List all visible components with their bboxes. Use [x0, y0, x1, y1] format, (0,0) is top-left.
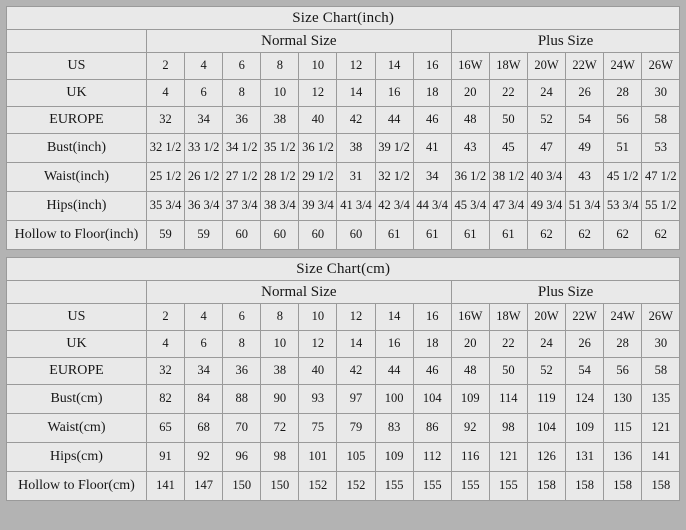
measurement-cell: 28 1/2: [261, 163, 299, 192]
measurement-cell: 6: [223, 53, 261, 80]
measurement-cell: 35 1/2: [261, 134, 299, 163]
size-group-header: Plus Size: [451, 281, 680, 304]
measurement-cell: 43: [451, 134, 489, 163]
measurement-cell: 10: [299, 53, 337, 80]
measurement-cell: 104: [413, 385, 451, 414]
measurement-cell: 45: [489, 134, 527, 163]
measurement-cell: 131: [566, 443, 604, 472]
measurement-cell: 41 3/4: [337, 192, 375, 221]
measurement-cell: 119: [527, 385, 565, 414]
measurement-cell: 8: [223, 331, 261, 358]
measurement-cell: 20: [451, 331, 489, 358]
measurement-cell: 10: [261, 331, 299, 358]
measurement-cell: 12: [299, 80, 337, 107]
measurement-cell: 52: [527, 358, 565, 385]
measurement-cell: 38: [261, 107, 299, 134]
measurement-cell: 75: [299, 414, 337, 443]
measurement-cell: 109: [451, 385, 489, 414]
measurement-cell: 47: [527, 134, 565, 163]
measurement-cell: 141: [147, 472, 185, 501]
measurement-cell: 79: [337, 414, 375, 443]
measurement-cell: 42 3/4: [375, 192, 413, 221]
measurement-cell: 41: [413, 134, 451, 163]
measurement-cell: 88: [223, 385, 261, 414]
measurement-cell: 46: [413, 107, 451, 134]
measurement-cell: 28: [604, 331, 642, 358]
row-label: Bust(inch): [7, 134, 147, 163]
measurement-cell: 20: [451, 80, 489, 107]
measurement-cell: 65: [147, 414, 185, 443]
measurement-cell: 2: [147, 304, 185, 331]
measurement-cell: 36 3/4: [185, 192, 223, 221]
measurement-cell: 28: [604, 80, 642, 107]
measurement-cell: 60: [223, 221, 261, 250]
measurement-cell: 34 1/2: [223, 134, 261, 163]
row-label: UK: [7, 331, 147, 358]
measurement-cell: 36 1/2: [299, 134, 337, 163]
measurement-cell: 59: [185, 221, 223, 250]
measurement-cell: 24W: [604, 53, 642, 80]
measurement-cell: 51: [604, 134, 642, 163]
measurement-cell: 22: [489, 80, 527, 107]
measurement-cell: 158: [527, 472, 565, 501]
measurement-cell: 22W: [566, 53, 604, 80]
row-label: US: [7, 53, 147, 80]
measurement-cell: 49 3/4: [527, 192, 565, 221]
measurement-cell: 96: [223, 443, 261, 472]
measurement-cell: 20W: [527, 304, 565, 331]
table-row: [7, 221, 680, 250]
measurement-cell: 44: [375, 358, 413, 385]
row-label: Waist(cm): [7, 414, 147, 443]
measurement-cell: 26 1/2: [185, 163, 223, 192]
measurement-cell: 42: [337, 358, 375, 385]
measurement-cell: 51 3/4: [566, 192, 604, 221]
measurement-cell: 68: [185, 414, 223, 443]
measurement-cell: 155: [413, 472, 451, 501]
table-row: [7, 80, 680, 107]
measurement-cell: 101: [299, 443, 337, 472]
measurement-cell: 44: [375, 107, 413, 134]
measurement-cell: 34: [185, 107, 223, 134]
measurement-cell: 25 1/2: [147, 163, 185, 192]
size-group-row: [7, 30, 680, 53]
measurement-cell: 16: [413, 304, 451, 331]
measurement-cell: 22W: [566, 304, 604, 331]
measurement-cell: 4: [185, 53, 223, 80]
measurement-cell: 116: [451, 443, 489, 472]
measurement-cell: 105: [337, 443, 375, 472]
measurement-cell: 46: [413, 358, 451, 385]
measurement-cell: 20W: [527, 53, 565, 80]
measurement-cell: 40: [299, 358, 337, 385]
measurement-cell: 14: [337, 80, 375, 107]
measurement-cell: 12: [337, 53, 375, 80]
measurement-cell: 61: [489, 221, 527, 250]
measurement-cell: 16: [375, 80, 413, 107]
measurement-cell: 8: [261, 304, 299, 331]
corner-blank-cell: [7, 281, 147, 304]
measurement-cell: 84: [185, 385, 223, 414]
measurement-cell: 29 1/2: [299, 163, 337, 192]
measurement-cell: 31: [337, 163, 375, 192]
chart-title: Size Chart(inch): [7, 7, 680, 30]
measurement-cell: 8: [261, 53, 299, 80]
measurement-cell: 30: [642, 331, 680, 358]
measurement-cell: 147: [185, 472, 223, 501]
measurement-cell: 60: [337, 221, 375, 250]
measurement-cell: 12: [299, 331, 337, 358]
measurement-cell: 24: [527, 80, 565, 107]
measurement-cell: 38 1/2: [489, 163, 527, 192]
measurement-cell: 48: [451, 107, 489, 134]
measurement-cell: 158: [604, 472, 642, 501]
table-row: [7, 472, 680, 501]
size-group-header: Normal Size: [147, 30, 452, 53]
measurement-cell: 37 3/4: [223, 192, 261, 221]
measurement-cell: 16W: [451, 53, 489, 80]
measurement-cell: 36 1/2: [451, 163, 489, 192]
measurement-cell: 58: [642, 358, 680, 385]
measurement-cell: 135: [642, 385, 680, 414]
measurement-cell: 14: [375, 53, 413, 80]
size-group-header: Plus Size: [451, 30, 680, 53]
measurement-cell: 2: [147, 53, 185, 80]
measurement-cell: 62: [642, 221, 680, 250]
measurement-cell: 4: [147, 331, 185, 358]
chart-title-row: [7, 258, 680, 281]
size-group-header: Normal Size: [147, 281, 452, 304]
measurement-cell: 16: [413, 53, 451, 80]
measurement-cell: 70: [223, 414, 261, 443]
measurement-cell: 45 1/2: [604, 163, 642, 192]
measurement-cell: 155: [375, 472, 413, 501]
measurement-cell: 130: [604, 385, 642, 414]
measurement-cell: 126: [527, 443, 565, 472]
measurement-cell: 26: [566, 331, 604, 358]
measurement-cell: 32 1/2: [375, 163, 413, 192]
measurement-cell: 32 1/2: [147, 134, 185, 163]
measurement-cell: 121: [642, 414, 680, 443]
measurement-cell: 56: [604, 358, 642, 385]
measurement-cell: 35 3/4: [147, 192, 185, 221]
measurement-cell: 59: [147, 221, 185, 250]
measurement-cell: 38 3/4: [261, 192, 299, 221]
measurement-cell: 158: [642, 472, 680, 501]
measurement-cell: 32: [147, 107, 185, 134]
measurement-cell: 40: [299, 107, 337, 134]
chart-title: Size Chart(cm): [7, 258, 680, 281]
measurement-cell: 47 3/4: [489, 192, 527, 221]
measurement-cell: 97: [337, 385, 375, 414]
measurement-cell: 50: [489, 107, 527, 134]
measurement-cell: 8: [223, 80, 261, 107]
row-label: Hollow to Floor(inch): [7, 221, 147, 250]
table-row: [7, 443, 680, 472]
measurement-cell: 53 3/4: [604, 192, 642, 221]
measurement-cell: 82: [147, 385, 185, 414]
measurement-cell: 141: [642, 443, 680, 472]
measurement-cell: 58: [642, 107, 680, 134]
measurement-cell: 56: [604, 107, 642, 134]
measurement-cell: 90: [261, 385, 299, 414]
row-label: Hollow to Floor(cm): [7, 472, 147, 501]
measurement-cell: 49: [566, 134, 604, 163]
measurement-cell: 150: [223, 472, 261, 501]
measurement-cell: 50: [489, 358, 527, 385]
measurement-cell: 14: [375, 304, 413, 331]
size-chart-inch-table: [6, 6, 680, 250]
measurement-cell: 158: [566, 472, 604, 501]
measurement-cell: 60: [299, 221, 337, 250]
measurement-cell: 115: [604, 414, 642, 443]
table-row: [7, 107, 680, 134]
measurement-cell: 62: [604, 221, 642, 250]
table-row: [7, 304, 680, 331]
table-row: [7, 414, 680, 443]
measurement-cell: 38: [261, 358, 299, 385]
measurement-cell: 40 3/4: [527, 163, 565, 192]
measurement-cell: 83: [375, 414, 413, 443]
measurement-cell: 100: [375, 385, 413, 414]
measurement-cell: 52: [527, 107, 565, 134]
row-label: US: [7, 304, 147, 331]
measurement-cell: 30: [642, 80, 680, 107]
measurement-cell: 104: [527, 414, 565, 443]
table-row: [7, 358, 680, 385]
measurement-cell: 12: [337, 304, 375, 331]
chart-title-row: [7, 7, 680, 30]
measurement-cell: 32: [147, 358, 185, 385]
measurement-cell: 34: [413, 163, 451, 192]
measurement-cell: 24: [527, 331, 565, 358]
table-row: [7, 53, 680, 80]
measurement-cell: 42: [337, 107, 375, 134]
measurement-cell: 26W: [642, 53, 680, 80]
measurement-cell: 54: [566, 107, 604, 134]
measurement-cell: 16W: [451, 304, 489, 331]
measurement-cell: 6: [223, 304, 261, 331]
measurement-cell: 61: [375, 221, 413, 250]
measurement-cell: 38: [337, 134, 375, 163]
table-row: [7, 192, 680, 221]
table-row: [7, 385, 680, 414]
measurement-cell: 54: [566, 358, 604, 385]
row-label: EUROPE: [7, 107, 147, 134]
measurement-cell: 45 3/4: [451, 192, 489, 221]
measurement-cell: 4: [147, 80, 185, 107]
measurement-cell: 33 1/2: [185, 134, 223, 163]
measurement-cell: 109: [375, 443, 413, 472]
measurement-cell: 18W: [489, 53, 527, 80]
measurement-cell: 91: [147, 443, 185, 472]
measurement-cell: 22: [489, 331, 527, 358]
measurement-cell: 98: [489, 414, 527, 443]
measurement-cell: 48: [451, 358, 489, 385]
measurement-cell: 55 1/2: [642, 192, 680, 221]
measurement-cell: 18: [413, 331, 451, 358]
measurement-cell: 152: [299, 472, 337, 501]
measurement-cell: 39 1/2: [375, 134, 413, 163]
measurement-cell: 86: [413, 414, 451, 443]
measurement-cell: 136: [604, 443, 642, 472]
measurement-cell: 26: [566, 80, 604, 107]
measurement-cell: 26W: [642, 304, 680, 331]
measurement-cell: 155: [451, 472, 489, 501]
measurement-cell: 44 3/4: [413, 192, 451, 221]
measurement-cell: 150: [261, 472, 299, 501]
measurement-cell: 39 3/4: [299, 192, 337, 221]
measurement-cell: 93: [299, 385, 337, 414]
measurement-cell: 72: [261, 414, 299, 443]
measurement-cell: 92: [185, 443, 223, 472]
measurement-cell: 43: [566, 163, 604, 192]
measurement-cell: 36: [223, 358, 261, 385]
measurement-cell: 10: [261, 80, 299, 107]
row-label: Hips(cm): [7, 443, 147, 472]
row-label: Hips(inch): [7, 192, 147, 221]
measurement-cell: 27 1/2: [223, 163, 261, 192]
measurement-cell: 16: [375, 331, 413, 358]
measurement-cell: 114: [489, 385, 527, 414]
size-chart-cm-table: [6, 257, 680, 501]
measurement-cell: 6: [185, 80, 223, 107]
size-group-row: [7, 281, 680, 304]
corner-blank-cell: [7, 30, 147, 53]
measurement-cell: 6: [185, 331, 223, 358]
measurement-cell: 109: [566, 414, 604, 443]
measurement-cell: 18: [413, 80, 451, 107]
measurement-cell: 62: [527, 221, 565, 250]
measurement-cell: 10: [299, 304, 337, 331]
measurement-cell: 98: [261, 443, 299, 472]
measurement-cell: 155: [489, 472, 527, 501]
measurement-cell: 36: [223, 107, 261, 134]
measurement-cell: 112: [413, 443, 451, 472]
measurement-cell: 14: [337, 331, 375, 358]
table-row: [7, 134, 680, 163]
measurement-cell: 18W: [489, 304, 527, 331]
measurement-cell: 60: [261, 221, 299, 250]
row-label: EUROPE: [7, 358, 147, 385]
measurement-cell: 47 1/2: [642, 163, 680, 192]
row-label: UK: [7, 80, 147, 107]
measurement-cell: 62: [566, 221, 604, 250]
table-row: [7, 331, 680, 358]
row-label: Bust(cm): [7, 385, 147, 414]
measurement-cell: 121: [489, 443, 527, 472]
table-row: [7, 163, 680, 192]
measurement-cell: 34: [185, 358, 223, 385]
measurement-cell: 124: [566, 385, 604, 414]
measurement-cell: 53: [642, 134, 680, 163]
measurement-cell: 152: [337, 472, 375, 501]
row-label: Waist(inch): [7, 163, 147, 192]
measurement-cell: 61: [413, 221, 451, 250]
measurement-cell: 61: [451, 221, 489, 250]
measurement-cell: 24W: [604, 304, 642, 331]
measurement-cell: 92: [451, 414, 489, 443]
measurement-cell: 4: [185, 304, 223, 331]
